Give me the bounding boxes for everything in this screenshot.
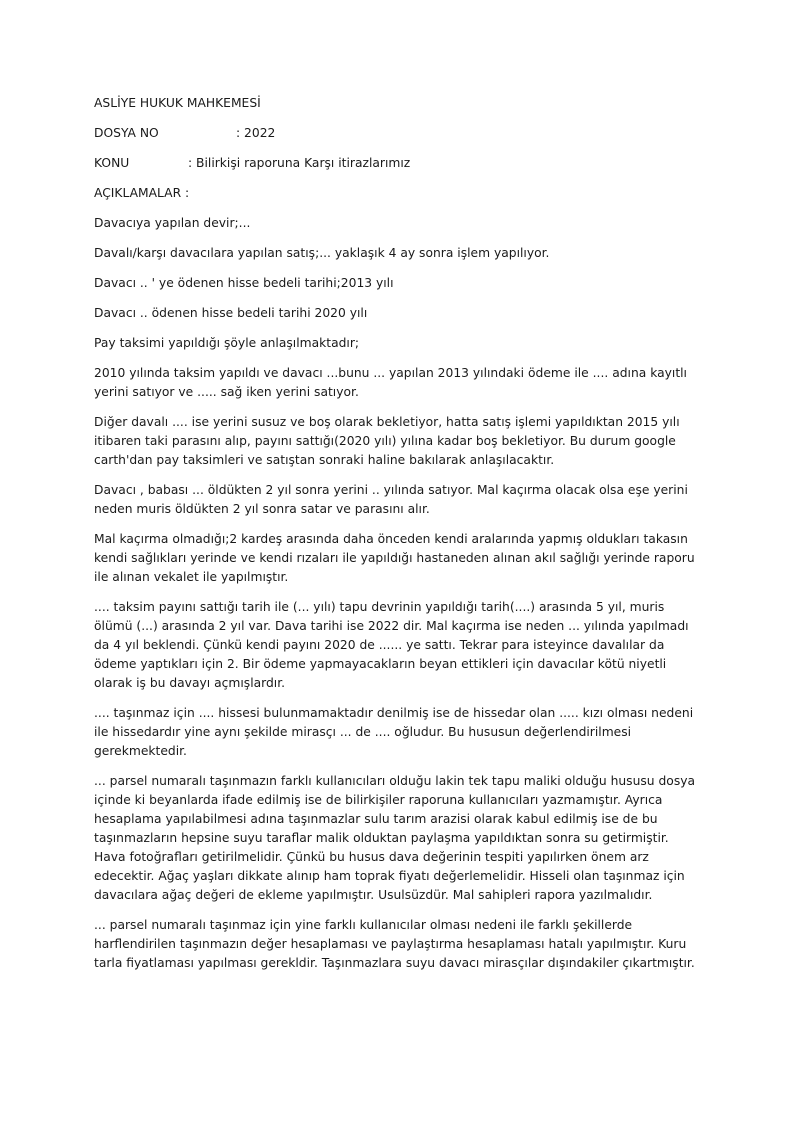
subject-label: KONU (94, 156, 130, 170)
file-number-label: DOSYA NO (94, 126, 159, 140)
document-body (94, 94, 704, 984)
paragraph: Diğer davalı .... ise yerini susuz ve boş olarak bekletiyor, hatta satış işlemi yapıldıktan 2015 yılı itibaren taki parasını alıp, payını sattığı(2020 yılı) yılına kadar boş bekletiyor. Bu durum google carth'dan pay taksimleri ve satıştan sonraki haline bakılarak anlaşılacaktır. (94, 415, 680, 467)
paragraph: Davacı .. ' ye ödenen hisse bedeli tarihi;2013 yılı (94, 276, 394, 290)
paragraph: Davacı .. ödenen hisse bedeli tarihi 2020 yılı (94, 306, 368, 320)
file-number-line (94, 124, 704, 143)
paragraph: 2010 yılında taksim yapıldı ve davacı ...bunu ... yapılan 2013 yılındaki ödeme ile .... adına kayıtlı yerini satıyor ve ..... sağ iken yerini satıyor. (94, 366, 687, 399)
paragraph: ... parsel numaralı taşınmaz için yine farklı kullanıcılar olması nedeni ile farklı şekillerde harflendirilen taşınmazın değer hesaplaması ve paylaştırma hesaplaması hatalı yapılmıştır. Kuru tarla fiyatlaması yapılması gerekldir. Taşınmazlara suyu davacı mirasçılar dışındakiler çıkartmıştır. (94, 918, 695, 970)
paragraph: Pay taksimi yapıldığı şöyle anlaşılmaktadır; (94, 336, 360, 350)
paragraph: Davacıya yapılan devir;... (94, 216, 251, 230)
court-heading: ASLİYE HUKUK MAHKEMESİ (94, 96, 261, 110)
paragraph: Davalı/karşı davacılara yapılan satış;... yaklaşık 4 ay sonra işlem yapılıyor. (94, 246, 550, 260)
paragraph: .... taşınmaz için .... hissesi bulunmamaktadır denilmiş ise de hissedar olan ..... kızı olması nedeni ile hissedardır yine aynı şekilde mirasçı ... de .... oğludur. Bu hususun değerlendirilmesi gerekmektedir. (94, 706, 694, 758)
paragraph: Mal kaçırma olmadığı;2 kardeş arasında daha önceden kendi aralarında yapmış oldukları takasın kendi sağlıkları yerinde ve kendi rızaları ile yapıldığı hastaneden alınan akıl sağlığı yerinde raporu ile alınan vekalet ile yapılmıştır. (94, 532, 695, 584)
file-number-value: : 2022 (236, 126, 276, 140)
paragraph: Davacı , babası ... öldükten 2 yıl sonra yerini .. yılında satıyor. Mal kaçırma olacak olsa eşe yerini neden muris öldükten 2 yıl sonra satar ve parasını alır. (94, 483, 688, 516)
explanations-heading: AÇIKLAMALAR : (94, 186, 190, 200)
paragraph: .... taksim payını sattığı tarih ile (... yılı) tapu devrinin yapıldığı tarih(....) arasında 5 yıl, muris ölümü (...) arasında 2 yıl var. Dava tarihi ise 2022 dir. Mal kaçırma ise neden ... yılında yapılmadı da 4 yıl beklendi. Çünkü kendi payını 2020 de ...... ye sattı. Tekrar para isteyince davalılar da ödeme yaptıkları için 2. Bir ödeme yapmayacakların beyan ettikleri için davacılar kötü niyetli olarak iş bu davayı açmışlardır. (94, 600, 689, 690)
paragraph: ... parsel numaralı taşınmazın farklı kullanıcıları olduğu lakin tek tapu maliki olduğu hususu dosya içinde ki beyanlarda ifade edilmiş ise de bilirkişiler raporuna kullanıcıları yazmamıştır. Ayrıca hesaplama yapılabilmesi adına taşınmazlar sulu tarım arazisi olarak kabul edilmiş ise de bu taşınmazların hepsine suyu taraflar malik olduktan paylaşma yapıldıktan sonra su getirmiştir. Hava fotoğrafları getirilmelidir. Çünkü bu husus dava değerinin tespiti yapılırken önem arz edecektir. Ağaç yaşları dikkate alınıp ham toprak fiyatı değerlemelidir. Hisseli olan taşınmaz için davacılara ağaç değeri de ekleme yapılmıştır. Usulsüzdür. Mal sahipleri rapora yazılmalıdır. (94, 774, 696, 902)
subject-value: : Bilirkişi raporuna Karşı itirazlarımız (188, 156, 411, 170)
subject-line (94, 154, 704, 173)
